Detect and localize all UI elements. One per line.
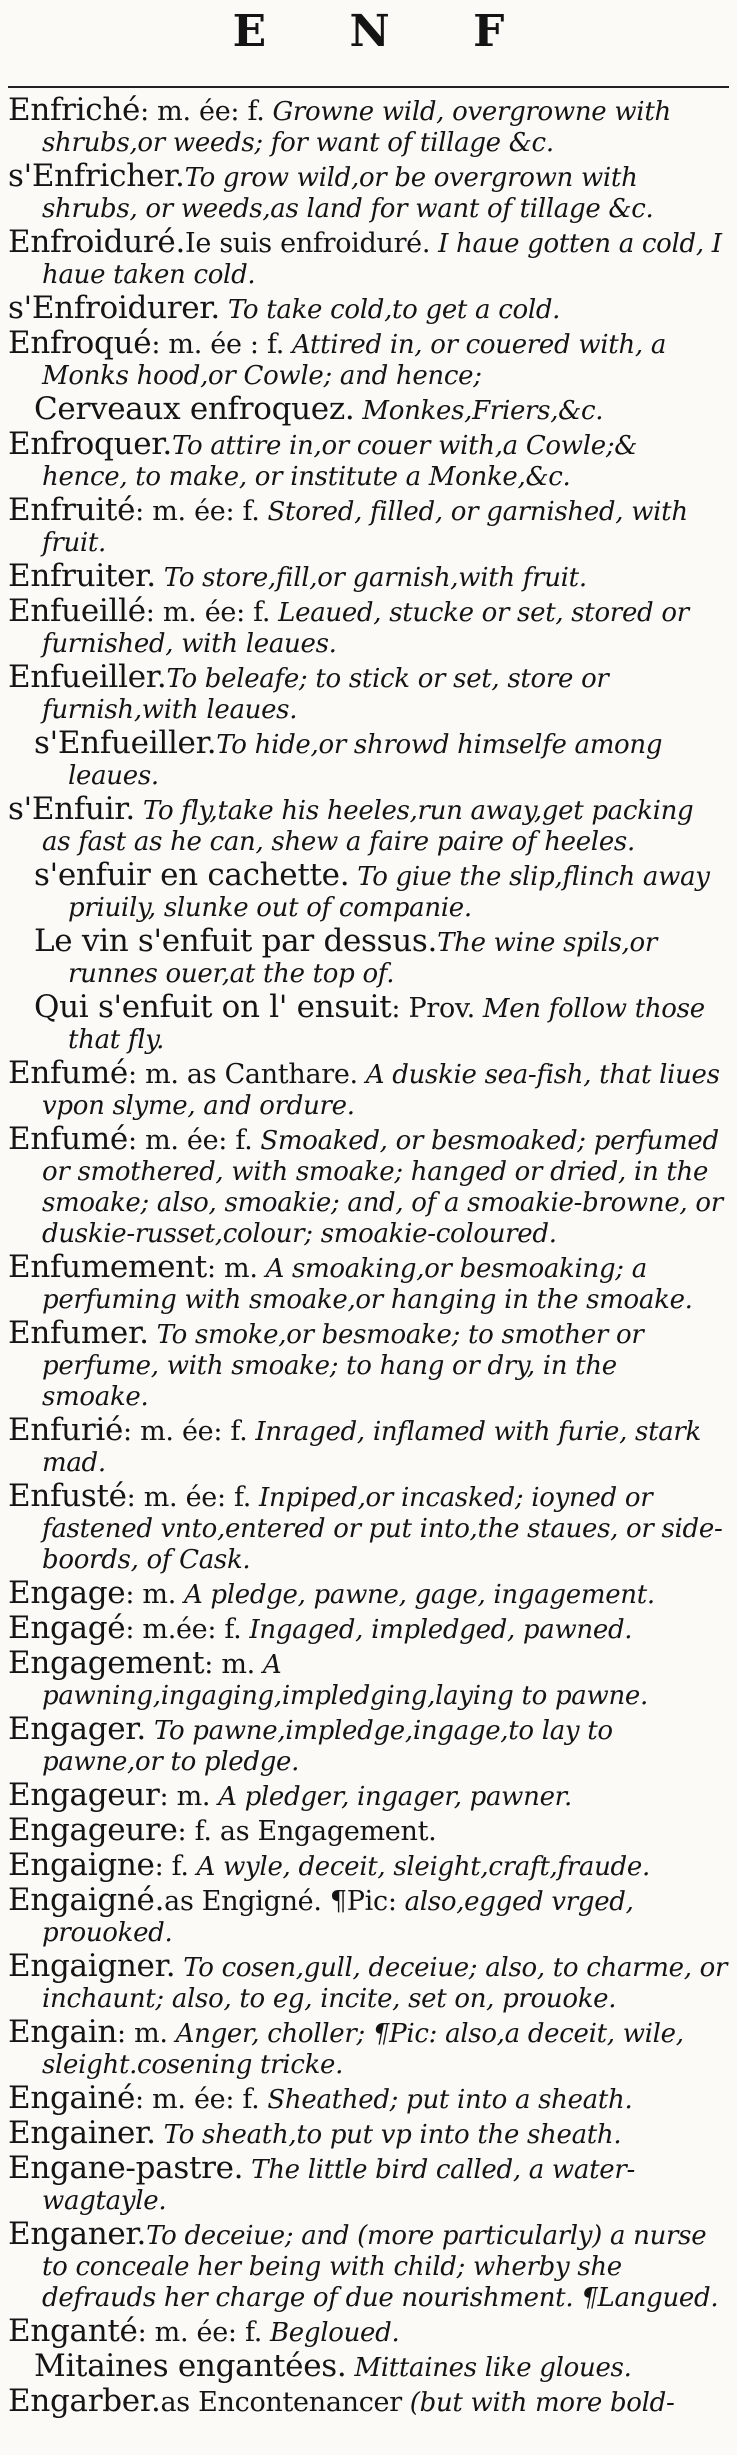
definition: Sheathed; put into a sheath.	[259, 2085, 633, 2115]
dictionary-entry	[8, 2115, 729, 2151]
dictionary-entry	[8, 2080, 729, 2116]
definition: To deceiue; and (more particularly) a nurse to conceale her being with child; wherby she defrauds her charge of due nourishment. ¶Langued.	[42, 2221, 719, 2313]
headword: Engaigner.	[8, 1948, 176, 1984]
dictionary-entry	[8, 2313, 729, 2349]
grammar-note: : Prov.	[391, 993, 475, 1024]
headword: Engane-pastre.	[8, 2150, 244, 2186]
definition: A pledge, pawne, gage, ingagement.	[175, 1580, 655, 1610]
grammar-note: : m. ée: f.	[135, 2084, 260, 2115]
headword: Engage	[8, 1575, 126, 1611]
headword: Enfumé	[8, 1055, 128, 1091]
dictionary-entry	[8, 158, 729, 224]
dictionary-entry	[8, 1711, 729, 1777]
definition: Inraged, inflamed with furie, stark mad.	[42, 1417, 702, 1478]
definition: A duskie sea-fish, that liues vpon slyme, and ordure.	[42, 1060, 720, 1121]
definition: A wyle, deceit, sleight,craft,fraude.	[188, 1852, 650, 1882]
sub-entry	[8, 989, 729, 1055]
definition: To store,fill,or garnish,with fruit.	[155, 563, 587, 593]
headword: Mitaines engantées.	[34, 2348, 347, 2384]
grammar-note: : m.	[204, 1649, 255, 1680]
headword: Engarber.	[8, 2383, 161, 2419]
definition: To sheath,to put vp into the sheath.	[155, 2120, 622, 2150]
headword: Engaigne	[8, 1847, 155, 1883]
headword: Enfroqué	[8, 325, 152, 361]
grammar-note: : m. ée: f.	[127, 1125, 253, 1156]
dictionary-entry	[8, 492, 729, 558]
grammar-note: as Encontenancer	[160, 2387, 402, 2418]
headword: s'Enfricher.	[8, 158, 185, 194]
headword: Enganté	[8, 2313, 138, 2349]
definition: Monkes,Friers,&c.	[354, 396, 604, 426]
grammar-note: : f. as Engagement.	[177, 1816, 437, 1847]
headword: Enfusté	[8, 1478, 127, 1514]
definition: Ingaged, impledged, pawned.	[241, 1615, 633, 1645]
headword: s'Enfroidurer.	[8, 290, 220, 326]
dictionary-entry	[8, 659, 729, 725]
definition: To beleafe; to stick or set, store or furnish,with leaues.	[42, 664, 609, 725]
dictionary-entry	[8, 1812, 729, 1848]
definition: To smoke,or besmoake; to smother or perfume, with smoake; to hang or dry, in the smoake.	[42, 1320, 644, 1412]
dictionary-entry	[8, 1315, 729, 1412]
headword: Engagé	[8, 1610, 126, 1646]
definition: To giue the slip,flinch away priuily, slunke out of companie.	[68, 862, 710, 923]
dictionary-entry	[8, 325, 729, 391]
definition: Stored, filled, or garnished, with fruit.	[42, 497, 688, 558]
definition: To take cold,to get a cold.	[219, 295, 561, 325]
headword: Engainé	[8, 2080, 136, 2116]
sub-entry	[8, 391, 729, 427]
headword: Engainer.	[8, 2115, 156, 2151]
headword: Enfumement	[8, 1249, 207, 1285]
headword: s'Enfuir.	[8, 791, 135, 827]
dictionary-entry	[8, 2216, 729, 2313]
dictionary-entry	[8, 92, 729, 158]
headword: Enfroiduré.	[8, 224, 185, 260]
grammar-note: : m. ée: f.	[123, 1416, 248, 1447]
definition: The little bird called, a water-wagtayle.	[42, 2155, 635, 2216]
grammar-note: Ie suis enfroiduré.	[185, 228, 431, 259]
dictionary-entry	[8, 2383, 729, 2419]
dictionary-entry	[8, 1610, 729, 1646]
definition: Leaued, stucke or set, stored or furnished, with leaues.	[42, 598, 689, 659]
definition: Mittaines like gloues.	[346, 2353, 632, 2383]
dictionary-entry	[8, 558, 729, 594]
definition: Smoaked, or besmoaked; perfumed or smothered, with smoake; hanged or dried, in the smoake; also, smoakie; and, of a smoakie-browne, or duskie-russet,colour; smoakie-coloured.	[42, 1126, 723, 1249]
page-header: E N F	[232, 6, 539, 57]
grammar-note: : m. as Canthare.	[127, 1059, 358, 1090]
definition: Men follow those that fly.	[68, 994, 705, 1055]
definition: To pawne,impledge,ingage,to lay to pawne,or to pledge.	[42, 1716, 613, 1777]
grammar-note: : m. ée: f.	[137, 2317, 262, 2348]
dictionary-entry	[8, 1575, 729, 1611]
dictionary-entry	[8, 1847, 729, 1883]
dictionary-entry	[8, 426, 729, 492]
headword: Enfruité	[8, 492, 136, 528]
definition: also,egged vrged, prouoked.	[42, 1887, 634, 1948]
grammar-note: : m.	[117, 2018, 168, 2049]
dictionary-entry	[8, 2014, 729, 2080]
headword: Engageure	[8, 1812, 178, 1848]
dictionary-entry	[8, 224, 729, 290]
sub-entry	[8, 725, 729, 791]
sub-entry	[8, 923, 729, 989]
dictionary-entry	[8, 1412, 729, 1478]
entry-list	[8, 92, 729, 2419]
grammar-note: : m. ée : f.	[151, 329, 284, 360]
headword: Engaigné.	[8, 1882, 165, 1918]
headword: Enfumer.	[8, 1315, 149, 1351]
definition: To fly,take his heeles,run away,get packing as fast as he can, shew a faire paire of heeles.	[42, 796, 694, 857]
dictionary-entry	[8, 593, 729, 659]
dictionary-entry	[8, 290, 729, 326]
headword: Enfurié	[8, 1412, 124, 1448]
sub-entry	[8, 2348, 729, 2384]
headword: Qui s'enfuit on l' ensuit	[34, 989, 392, 1025]
grammar-note: : m. ée: f.	[135, 496, 260, 527]
headword: Engain	[8, 2014, 118, 2050]
headword: Enfumé	[8, 1121, 128, 1157]
definition: Anger, choller; ¶Pic: also,a deceit, wile, sleight.cosening tricke.	[42, 2019, 684, 2080]
header-rule	[8, 86, 729, 88]
definition: Inpiped,or incasked; ioyned or fastened vnto,entered or put into,the staues, or side-boords, of Cask.	[42, 1483, 723, 1575]
dictionary-entry	[8, 1882, 729, 1948]
definition: A pawning,ingaging,impledging,laying to pawne.	[42, 1650, 648, 1711]
headword: Engageur	[8, 1777, 160, 1813]
headword: Cerveaux enfroquez.	[34, 391, 355, 427]
headword: Enfroquer.	[8, 426, 172, 462]
dictionary-entry	[8, 1478, 729, 1575]
definition: A pledger, ingager, pawner.	[210, 1782, 572, 1812]
definition: I haue gotten a cold, I haue taken cold.	[42, 229, 722, 290]
definition: The wine spils,or runnes ouer,at the top of.	[68, 928, 657, 989]
dictionary-entry	[8, 1645, 729, 1711]
headword: Engager.	[8, 1711, 146, 1747]
definition: Begloued.	[262, 2318, 400, 2348]
grammar-note: as Engigné. ¶Pic:	[164, 1886, 397, 1917]
headword: Enganer.	[8, 2216, 147, 2252]
grammar-note: : m.	[206, 1253, 258, 1284]
grammar-note: : m. ée: f.	[145, 597, 271, 628]
definition: To grow wild,or be overgrown with shrubs, or weeds,as land for want of tillage &c.	[42, 163, 654, 224]
dictionary-entry	[8, 1249, 729, 1315]
headword: s'Enfueiller.	[34, 725, 217, 761]
dictionary-entry	[8, 2150, 729, 2216]
headword: Enfueiller.	[8, 659, 167, 695]
definition: To attire in,or couer with,a Cowle;& hence, to make, or institute a Monke,&c.	[42, 431, 638, 492]
grammar-note: : m. ée: f.	[126, 1482, 252, 1513]
dictionary-entry	[8, 1121, 729, 1249]
definition: To hide,or shrowd himselfe among leaues.	[68, 730, 663, 791]
grammar-note: : m.ée: f.	[125, 1614, 242, 1645]
definition: To cosen,gull, deceiue; also, to charme, or inchaunt; also, to eg, incite, set on, prouoke.	[42, 1953, 728, 2014]
grammar-note: : m.	[159, 1781, 211, 1812]
definition: Attired in, or couered with, a Monks hood,or Cowle; and hence;	[42, 330, 667, 391]
definition: Growne wild, overgrowne with shrubs,or weeds; for want of tillage &c.	[42, 97, 671, 158]
dictionary-entry	[8, 1055, 729, 1121]
grammar-note: : m. ée: f.	[140, 96, 265, 127]
headword: s'enfuir en cachette.	[34, 857, 350, 893]
definition: A smoaking,or besmoaking; a perfuming with smoake,or hanging in the smoake.	[42, 1254, 693, 1315]
sub-entry	[8, 857, 729, 923]
dictionary-entry	[8, 1777, 729, 1813]
dictionary-entry	[8, 791, 729, 857]
headword: Enfueillé	[8, 593, 146, 629]
definition: (but with more bold-	[401, 2388, 675, 2418]
grammar-note: : m.	[125, 1579, 176, 1610]
grammar-note: : f.	[154, 1851, 189, 1882]
headword: Enfriché	[8, 92, 141, 128]
dictionary-entry	[8, 1948, 729, 2014]
headword: Le vin s'enfuit par dessus.	[34, 923, 438, 959]
headword: Enfruiter.	[8, 558, 156, 594]
headword: Engagement	[8, 1645, 205, 1681]
